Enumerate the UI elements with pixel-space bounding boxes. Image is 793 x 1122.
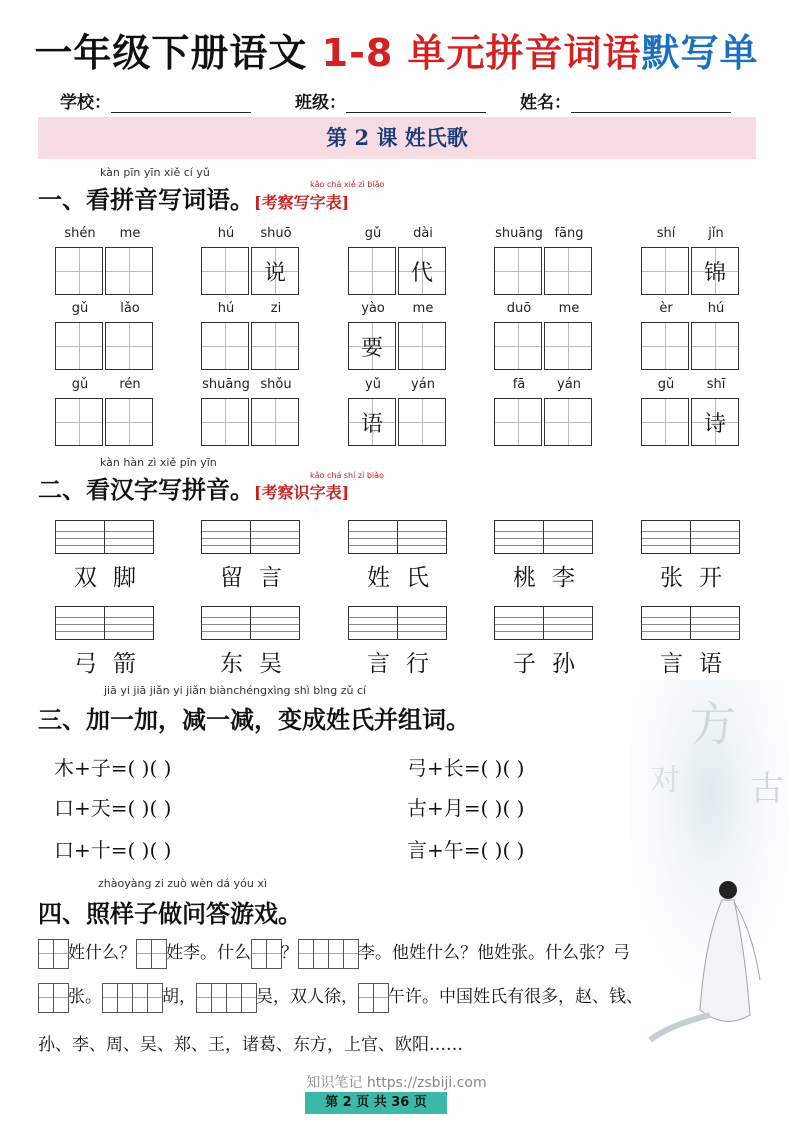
hanzi-word: 言行 bbox=[367, 651, 445, 677]
pinyin-label: gǔ bbox=[71, 377, 89, 392]
answer-box[interactable] bbox=[241, 983, 257, 1013]
writing-cell[interactable] bbox=[105, 247, 153, 295]
section1-note: [考察写字表] bbox=[254, 193, 350, 212]
pinyin-label: rén bbox=[119, 377, 141, 392]
answer-box[interactable] bbox=[298, 939, 314, 969]
pinyin-label: shǒu bbox=[260, 377, 292, 392]
pinyin-writing-box[interactable] bbox=[690, 606, 740, 640]
writing-cell[interactable]: 锦 bbox=[691, 247, 739, 295]
writing-cell[interactable] bbox=[398, 322, 446, 370]
writing-cell[interactable] bbox=[55, 398, 103, 446]
pinyin-label: shuāng bbox=[495, 226, 543, 241]
answer-box[interactable] bbox=[343, 939, 359, 969]
hanzi-word: 弓箭 bbox=[74, 651, 152, 677]
game-line-3: 孙、李、周、吴、郑、王，诸葛、东方，上官、欧阳…… bbox=[38, 1035, 463, 1055]
writing-cell[interactable] bbox=[691, 322, 739, 370]
writing-cell[interactable] bbox=[641, 398, 689, 446]
writing-cell[interactable] bbox=[55, 247, 103, 295]
school-field[interactable] bbox=[60, 88, 251, 113]
pinyin-label: hú bbox=[217, 226, 235, 241]
writing-cell[interactable] bbox=[105, 398, 153, 446]
pinyin-writing-box[interactable] bbox=[543, 606, 593, 640]
game-text: 胡， bbox=[162, 987, 196, 1007]
section1-note-pinyin: kǎo chá xiě zì biǎo bbox=[310, 180, 385, 189]
game-text: ？ bbox=[281, 943, 298, 963]
pinyin-label: yán bbox=[557, 377, 581, 392]
game-text: 李。他姓什么？他姓张。什么张？弓 bbox=[358, 943, 630, 963]
pinyin-label: hú bbox=[707, 301, 725, 316]
pinyin-writing-box[interactable] bbox=[348, 520, 398, 554]
pinyin-writing-box[interactable] bbox=[641, 606, 691, 640]
equation-3[interactable]: 口+天=( )( ) bbox=[54, 796, 172, 820]
writing-cell[interactable] bbox=[105, 322, 153, 370]
answer-box[interactable] bbox=[53, 939, 69, 969]
hanzi-word: 留言 bbox=[220, 565, 298, 591]
pinyin-label: duō bbox=[506, 301, 532, 316]
pinyin-label: fā bbox=[512, 377, 526, 392]
section4-heading: 四、照样子做问答游戏。 bbox=[38, 899, 302, 928]
writing-cell[interactable] bbox=[55, 322, 103, 370]
section1-title: 一、看拼音写词语。 bbox=[38, 185, 254, 214]
answer-box[interactable] bbox=[102, 983, 118, 1013]
equation-1[interactable]: 木+子=( )( ) bbox=[54, 756, 172, 780]
writing-cell[interactable] bbox=[251, 322, 299, 370]
pinyin-label: gǔ bbox=[657, 377, 675, 392]
section2-heading bbox=[38, 470, 349, 505]
class-field[interactable] bbox=[295, 88, 486, 113]
answer-box[interactable] bbox=[38, 983, 54, 1013]
pinyin-writing-box[interactable] bbox=[494, 520, 544, 554]
writing-cell[interactable]: 语 bbox=[348, 398, 396, 446]
hanzi-word: 东吴 bbox=[220, 651, 298, 677]
pinyin-writing-box[interactable] bbox=[250, 520, 300, 554]
section2-note: [考察识字表] bbox=[254, 483, 350, 502]
pinyin-label: lǎo bbox=[120, 301, 140, 316]
answer-box[interactable] bbox=[136, 939, 152, 969]
writing-cell[interactable] bbox=[641, 247, 689, 295]
answer-box[interactable] bbox=[313, 939, 329, 969]
equation-4[interactable]: 古+月=( )( ) bbox=[407, 796, 525, 820]
answer-box[interactable] bbox=[53, 983, 69, 1013]
pinyin-label: gǔ bbox=[364, 226, 382, 241]
writing-cell[interactable] bbox=[494, 322, 542, 370]
answer-box[interactable] bbox=[251, 939, 267, 969]
hanzi-word: 桃李 bbox=[513, 565, 591, 591]
game-text: 姓什么？ bbox=[68, 943, 136, 963]
pinyin-label: yán bbox=[411, 377, 435, 392]
pinyin-writing-box[interactable] bbox=[104, 606, 154, 640]
writing-cell[interactable] bbox=[348, 247, 396, 295]
game-line-2 bbox=[38, 982, 643, 1013]
title-part-1: 一年级下册语文 bbox=[34, 31, 322, 75]
writing-cell[interactable] bbox=[201, 322, 249, 370]
game-line-1 bbox=[38, 938, 630, 969]
answer-box[interactable] bbox=[196, 983, 212, 1013]
pinyin-label: me bbox=[412, 301, 434, 316]
title-part-2: 1-8 单元拼音词语 bbox=[321, 31, 642, 75]
answer-box[interactable] bbox=[226, 983, 242, 1013]
lesson-banner: 第 2 课 姓氏歌 bbox=[38, 117, 756, 159]
pinyin-label: èr bbox=[659, 301, 673, 316]
answer-box[interactable] bbox=[147, 983, 163, 1013]
pinyin-label: gǔ bbox=[71, 301, 89, 316]
answer-box[interactable] bbox=[358, 983, 374, 1013]
pinyin-writing-box[interactable] bbox=[641, 520, 691, 554]
section4-pinyin: zhàoyàng zi zuò wèn dá yóu xì bbox=[98, 877, 267, 890]
section3-pinyin: jiā yi jiā jiǎn yi jiǎn biànchéngxìng shì bìng zǔ cí bbox=[104, 684, 367, 697]
pinyin-label: yǔ bbox=[365, 377, 381, 392]
writing-cell[interactable] bbox=[544, 322, 592, 370]
scholar-illustration bbox=[630, 680, 790, 1060]
answer-box[interactable] bbox=[328, 939, 344, 969]
class-label: 班级： bbox=[295, 93, 346, 113]
name-label: 姓名： bbox=[520, 93, 571, 113]
pinyin-label: hú bbox=[217, 301, 235, 316]
writing-cell[interactable] bbox=[544, 247, 592, 295]
pinyin-writing-box[interactable] bbox=[397, 520, 447, 554]
svg-text:对: 对 bbox=[650, 763, 680, 798]
pinyin-writing-box[interactable] bbox=[397, 606, 447, 640]
writing-cell[interactable] bbox=[251, 398, 299, 446]
writing-cell[interactable]: 诗 bbox=[691, 398, 739, 446]
game-text: 张。 bbox=[68, 987, 102, 1007]
answer-box[interactable] bbox=[151, 939, 167, 969]
hanzi-word: 张开 bbox=[660, 565, 738, 591]
pinyin-label: jǐn bbox=[708, 226, 724, 241]
writing-cell[interactable] bbox=[494, 247, 542, 295]
writing-cell[interactable] bbox=[201, 398, 249, 446]
equation-2[interactable]: 弓+长=( )( ) bbox=[407, 756, 525, 780]
writing-cell[interactable]: 代 bbox=[398, 247, 446, 295]
pinyin-writing-box[interactable] bbox=[55, 520, 105, 554]
equation-5[interactable]: 口+十=( )( ) bbox=[54, 838, 172, 862]
pinyin-writing-box[interactable] bbox=[690, 520, 740, 554]
footer-site: 知识笔记 https://zsbiji.com bbox=[306, 1075, 487, 1091]
page-number: 第 2 页 共 36 页 bbox=[305, 1092, 447, 1114]
school-label: 学校： bbox=[60, 93, 111, 113]
game-text: 姓李。什么 bbox=[166, 943, 251, 963]
section2-note-pinyin: kǎo chá shí zì biǎo bbox=[310, 471, 384, 480]
answer-box[interactable] bbox=[373, 983, 389, 1013]
game-text: 午许。中国姓氏有很多，赵、钱、 bbox=[388, 987, 643, 1007]
writing-cell[interactable] bbox=[544, 398, 592, 446]
svg-text:古: 古 bbox=[750, 769, 784, 809]
section1-pinyin: kàn pīn yīn xiě cí yǔ bbox=[100, 166, 210, 179]
section2-title: 二、看汉字写拼音。 bbox=[38, 475, 254, 504]
answer-box[interactable] bbox=[38, 939, 54, 969]
answer-box[interactable] bbox=[211, 983, 227, 1013]
page-title bbox=[0, 22, 793, 77]
section1-heading bbox=[38, 180, 349, 215]
pinyin-label: yào bbox=[361, 301, 385, 316]
hanzi-word: 子孙 bbox=[513, 651, 591, 677]
pinyin-writing-box[interactable] bbox=[104, 520, 154, 554]
pinyin-label: shī bbox=[706, 377, 726, 392]
pinyin-writing-box[interactable] bbox=[201, 606, 251, 640]
pinyin-label: me bbox=[119, 226, 141, 241]
pinyin-writing-box[interactable] bbox=[55, 606, 105, 640]
writing-cell[interactable] bbox=[494, 398, 542, 446]
pinyin-writing-box[interactable] bbox=[348, 606, 398, 640]
pinyin-label: shí bbox=[656, 226, 676, 241]
section2-pinyin: kàn hàn zì xiě pīn yīn bbox=[100, 456, 217, 469]
pinyin-writing-box[interactable] bbox=[543, 520, 593, 554]
hanzi-word: 双脚 bbox=[74, 565, 152, 591]
pinyin-label: shén bbox=[64, 226, 96, 241]
pinyin-writing-box[interactable] bbox=[250, 606, 300, 640]
answer-box[interactable] bbox=[266, 939, 282, 969]
hanzi-word: 言语 bbox=[660, 651, 738, 677]
writing-cell[interactable] bbox=[201, 247, 249, 295]
pinyin-writing-box[interactable] bbox=[494, 606, 544, 640]
pinyin-label: dài bbox=[413, 226, 433, 241]
hanzi-word: 姓氏 bbox=[367, 565, 445, 591]
svg-text:方: 方 bbox=[690, 697, 736, 751]
answer-box[interactable] bbox=[117, 983, 133, 1013]
pinyin-label: fāng bbox=[554, 226, 584, 241]
pinyin-label: zi bbox=[270, 301, 282, 316]
answer-box[interactable] bbox=[132, 983, 148, 1013]
pinyin-label: me bbox=[558, 301, 580, 316]
writing-cell[interactable]: 要 bbox=[348, 322, 396, 370]
writing-cell[interactable] bbox=[398, 398, 446, 446]
name-field[interactable] bbox=[520, 88, 731, 113]
writing-cell[interactable] bbox=[641, 322, 689, 370]
title-part-3: 默写单 bbox=[641, 31, 759, 75]
section3-heading: 三、加一加，减一减，变成姓氏并组词。 bbox=[38, 705, 470, 734]
pinyin-label: shuāng bbox=[202, 377, 250, 392]
writing-cell[interactable]: 说 bbox=[251, 247, 299, 295]
game-text: 吴，双人徐， bbox=[256, 987, 358, 1007]
pinyin-writing-box[interactable] bbox=[201, 520, 251, 554]
equation-6[interactable]: 言+午=( )( ) bbox=[407, 838, 525, 862]
pinyin-label: shuō bbox=[260, 226, 292, 241]
